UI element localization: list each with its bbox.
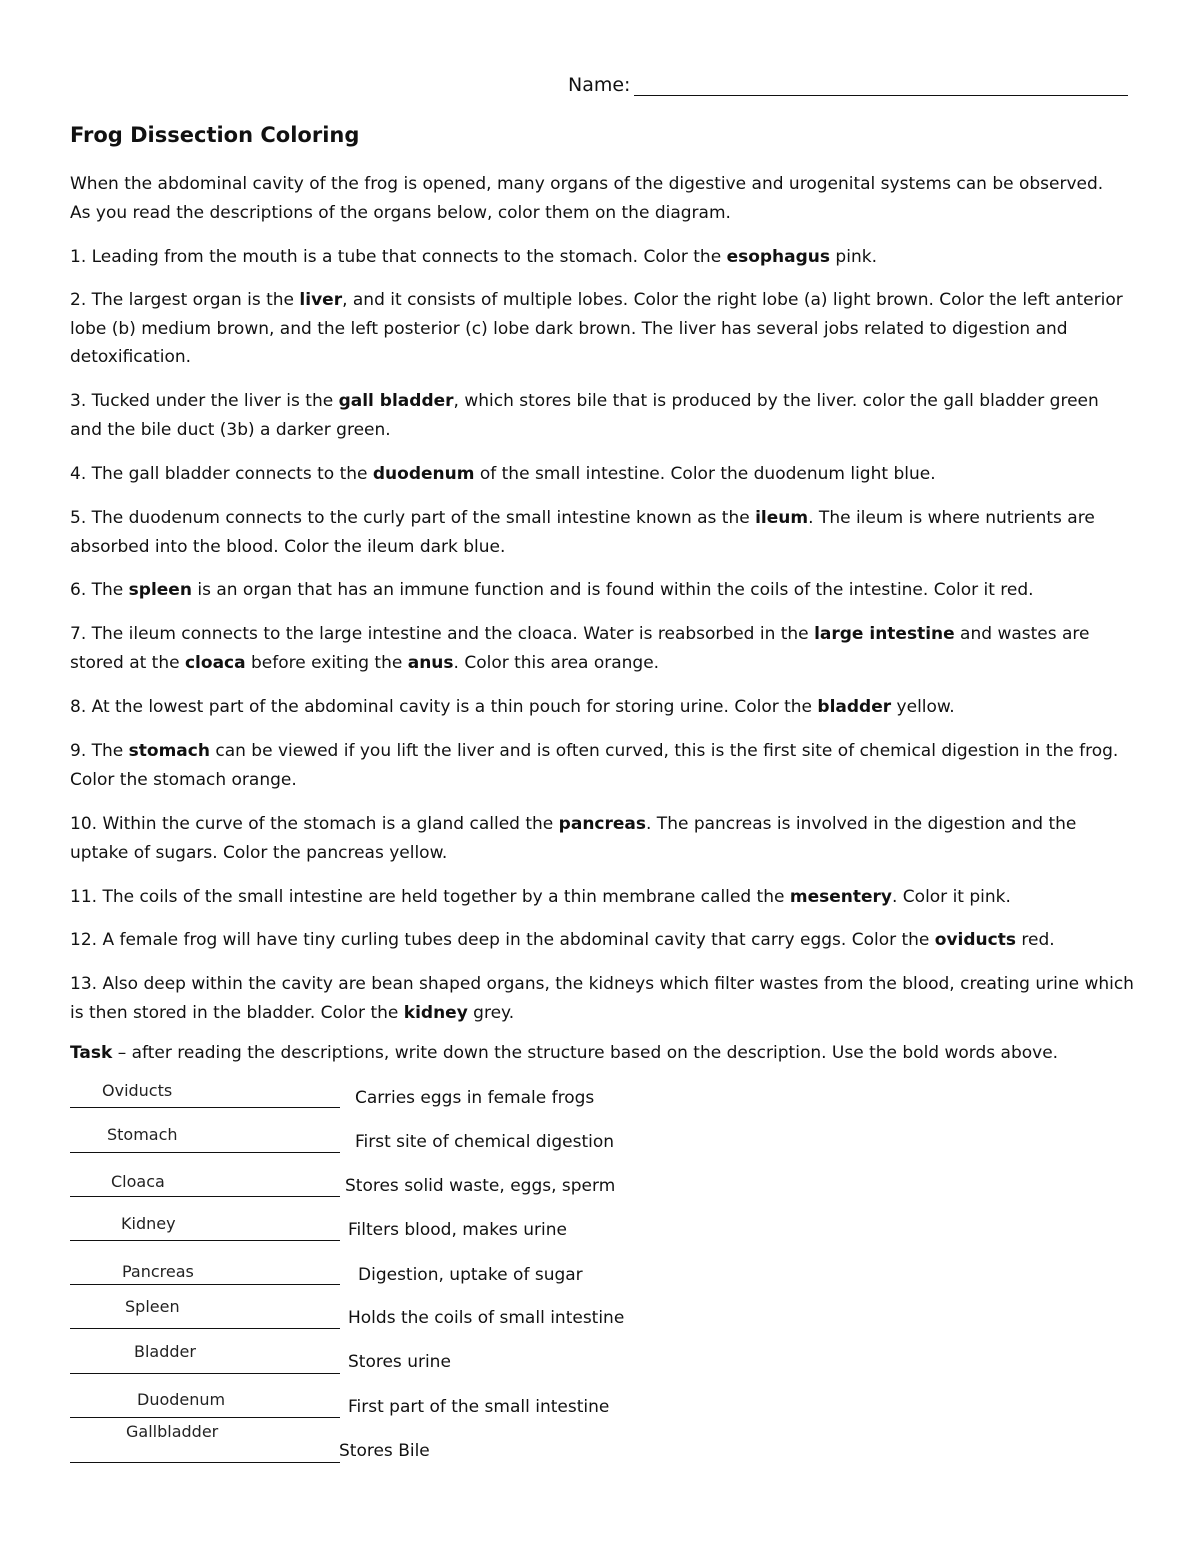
item-keyword: duodenum <box>372 464 475 484</box>
item-text: 6. The <box>70 580 129 600</box>
answer-description: Stores Bile <box>339 1441 430 1461</box>
answer-blank-line <box>70 1240 340 1241</box>
answer-blank-line <box>70 1373 340 1374</box>
item-text: 2. The largest organ is the <box>70 290 300 310</box>
item-keyword: gall bladder <box>338 391 454 411</box>
item-3 <box>70 387 1135 444</box>
answer-word[interactable]: Bladder <box>134 1342 196 1361</box>
item-keyword: kidney <box>403 1002 468 1023</box>
answer-blank-line <box>70 1152 340 1153</box>
item-text: 7. The ileum connects to the large intestine and the cloaca. Water is reabsorbed in the <box>70 624 815 644</box>
item-text: can be viewed if you lift the liver and is often curved, this is the first site of chemical digestion in the frog. Color the stomach orange. <box>70 741 1119 790</box>
item-text: red. <box>1015 930 1055 950</box>
item-keyword: ileum <box>755 508 809 528</box>
answer-word[interactable]: Cloaca <box>111 1172 165 1191</box>
item-text: 8. At the lowest part of the abdominal cavity is a thin pouch for storing urine. Color the <box>70 697 818 717</box>
intro-paragraph <box>70 170 1135 227</box>
answer-word[interactable]: Stomach <box>107 1125 178 1144</box>
item-keyword: spleen <box>128 580 192 600</box>
answer-word[interactable]: Spleen <box>125 1297 180 1316</box>
item-keyword: esophagus <box>726 247 831 267</box>
item-text: 9. The <box>70 741 129 761</box>
answer-word[interactable]: Gallbladder <box>126 1422 219 1441</box>
answer-description: Holds the coils of small intestine <box>348 1308 625 1328</box>
item-8 <box>70 693 1135 722</box>
answer-word[interactable]: Pancreas <box>122 1262 194 1281</box>
item-11 <box>70 883 1135 912</box>
answer-description: Stores urine <box>348 1352 451 1372</box>
item-text: is an organ that has an immune function and is found within the coils of the intestine. Color it red. <box>191 580 1034 600</box>
intro-line-2: As you read the descriptions of the organs below, color them on the diagram. <box>70 202 731 223</box>
item-text: and wastes are stored at the <box>70 624 1090 673</box>
item-keyword: cloaca <box>184 652 246 673</box>
item-text: 5. The duodenum connects to the curly part of the small intestine known as the <box>70 508 756 528</box>
item-keyword: liver <box>299 290 343 310</box>
intro-line-1: When the abdominal cavity of the frog is opened, many organs of the digestive and urogenital systems can be observed. <box>70 174 1104 194</box>
item-2 <box>70 286 1135 372</box>
answer-word[interactable]: Duodenum <box>137 1390 226 1409</box>
item-6 <box>70 576 1135 605</box>
item-keyword: bladder <box>817 697 892 717</box>
item-text: pink. <box>830 247 877 267</box>
item-4 <box>70 460 1135 489</box>
item-text: 1. Leading from the mouth is a tube that connects to the stomach. Color the <box>70 247 727 267</box>
answer-blank-line <box>70 1462 340 1463</box>
item-keyword: pancreas <box>558 814 646 834</box>
item-13 <box>70 970 1135 1027</box>
page-title: Frog Dissection Coloring <box>70 123 360 147</box>
item-text: , and it consists of multiple lobes. Color the right lobe (a) light brown. Color the left anterior lobe (b) medium brown, and the left posterior (c) lobe dark brown. The liver has several jobs related to digestion and detoxification. <box>70 290 1123 367</box>
item-text: . Color it pink. <box>891 887 1011 907</box>
item-10 <box>70 810 1135 867</box>
answer-blank-line <box>70 1107 340 1108</box>
answer-description: Carries eggs in female frogs <box>355 1088 595 1108</box>
item-5 <box>70 504 1135 561</box>
item-text: yellow. <box>891 697 955 717</box>
answer-word[interactable]: Kidney <box>121 1214 176 1233</box>
task-label: Task <box>70 1043 113 1063</box>
item-keyword: large intestine <box>814 624 955 644</box>
item-keyword: anus <box>407 652 454 673</box>
name-blank-line[interactable] <box>634 75 1128 96</box>
item-keyword: stomach <box>128 741 210 761</box>
name-label: Name: <box>568 74 631 96</box>
item-9 <box>70 737 1135 794</box>
item-12 <box>70 926 1135 955</box>
item-text: . The pancreas is involved in the digestion and the uptake of sugars. Color the pancreas yellow. <box>70 814 1077 863</box>
task-instructions <box>70 1043 1140 1063</box>
item-text: 12. A female frog will have tiny curling tubes deep in the abdominal cavity that carry eggs. Color the <box>70 930 935 950</box>
answer-blank-line <box>70 1284 340 1285</box>
answer-description: Filters blood, makes urine <box>348 1220 567 1240</box>
item-text: 13. Also deep within the cavity are bean shaped organs, the kidneys which filter wastes from the blood, creating urine which is then stored in the bladder. Color the <box>70 974 1134 1023</box>
item-text: grey. <box>467 1002 515 1023</box>
item-text: 11. The coils of the small intestine are held together by a thin membrane called the <box>70 887 790 907</box>
item-1 <box>70 243 1135 272</box>
item-text: . The ileum is where nutrients are absorbed into the blood. Color the ileum dark blue. <box>70 508 1095 557</box>
answer-description: First site of chemical digestion <box>355 1132 615 1152</box>
item-keyword: mesentery <box>789 887 892 907</box>
item-text: 3. Tucked under the liver is the <box>70 391 339 411</box>
answer-description: Digestion, uptake of sugar <box>358 1265 583 1285</box>
item-text: before exiting the <box>245 652 408 673</box>
answer-description: First part of the small intestine <box>348 1397 610 1417</box>
item-keyword: oviducts <box>934 930 1016 950</box>
task-text: – after reading the descriptions, write down the structure based on the description. Use the bold words above. <box>112 1043 1059 1063</box>
answer-blank-line <box>70 1417 340 1418</box>
answer-blank-line <box>70 1196 340 1197</box>
item-text: . Color this area orange. <box>453 652 660 673</box>
item-text: 4. The gall bladder connects to the <box>70 464 373 484</box>
item-text: of the small intestine. Color the duodenum light blue. <box>474 464 936 484</box>
name-field-row <box>568 74 1128 96</box>
answer-description: Stores solid waste, eggs, sperm <box>345 1176 616 1196</box>
item-text: , which stores bile that is produced by the liver. color the gall bladder green and the bile duct (3b) a darker green. <box>70 391 1099 440</box>
item-7 <box>70 620 1135 677</box>
answer-blank-line <box>70 1328 340 1329</box>
item-text: 10. Within the curve of the stomach is a gland called the <box>70 814 559 834</box>
answer-word[interactable]: Oviducts <box>102 1081 173 1100</box>
